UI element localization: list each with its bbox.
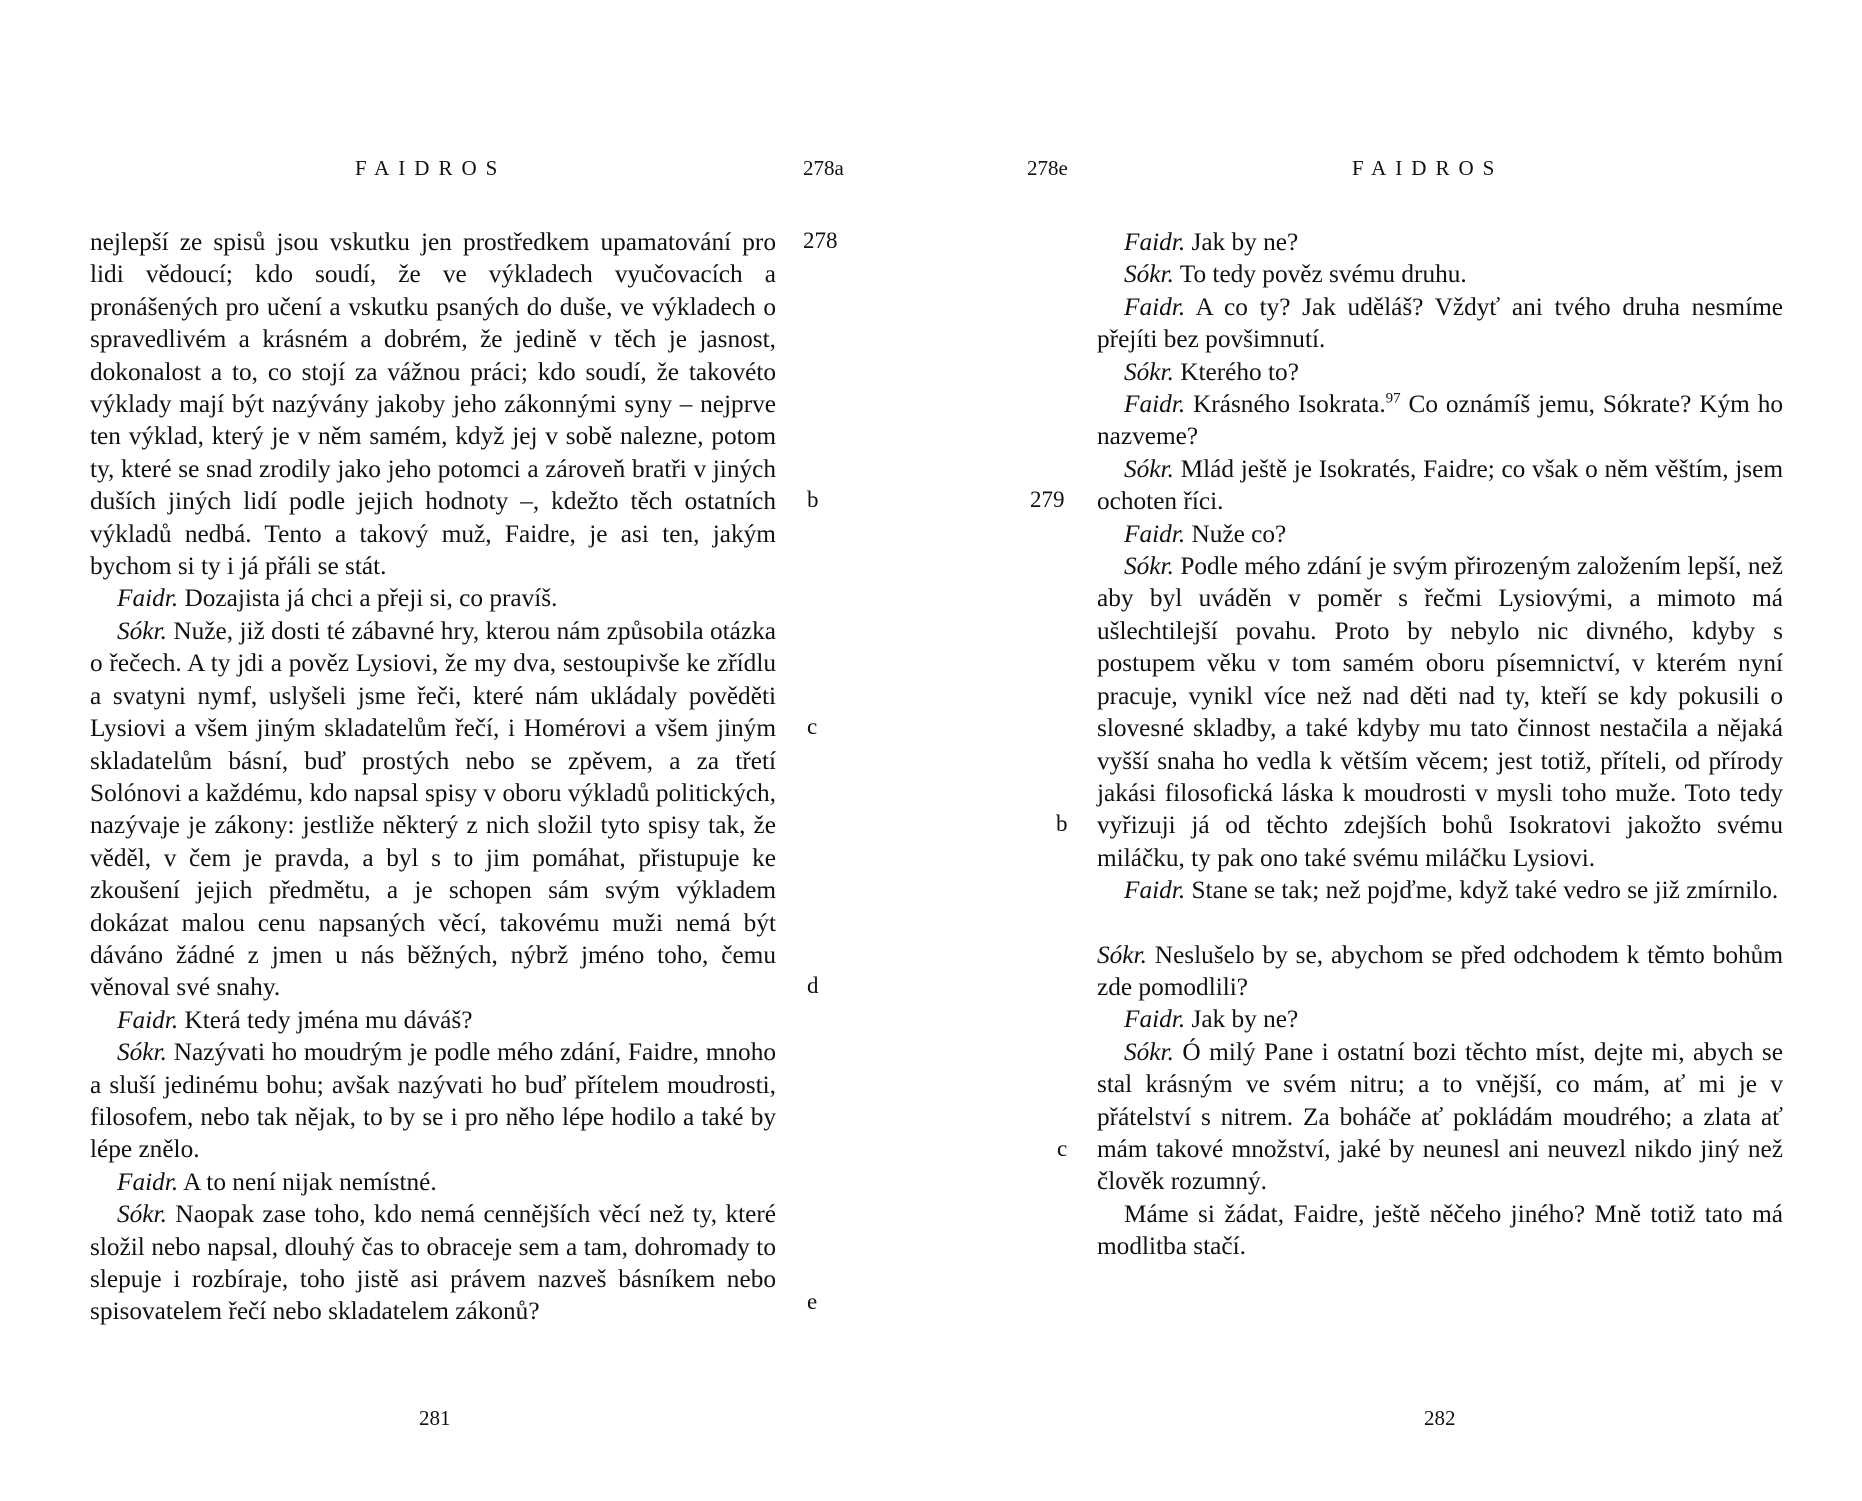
right-page bbox=[931, 0, 1862, 1501]
speaker-label: Sókr. bbox=[117, 1200, 167, 1229]
paragraph: Sókr. Ó milý Pane i ostatní bozi těchto míst, dejte mi, abych se stal krásným ve svém nitru; a to vnější, co mám, ať mi je v přátelství s nitrem. Za boháče ať pokládám moudrého; a zlata ať mám takové množství, jaké by neunesl ani neuvezl nikdo jiný než člověk rozumný. bbox=[1097, 1037, 1783, 1196]
right-page-text bbox=[1097, 226, 1783, 1263]
paragraph: Faidr. Krásného Isokrata.$^{97}$ Co oznámíš jemu, Sókrate? Kým ho nazveme? bbox=[1097, 390, 1783, 451]
running-head: FAIDROS bbox=[1352, 156, 1504, 180]
margin-marker: b bbox=[807, 487, 819, 512]
footnote-reference: 97 bbox=[1385, 390, 1401, 407]
speaker-label: Faidr. bbox=[117, 1167, 179, 1196]
speaker-label: Faidr. bbox=[1124, 292, 1186, 321]
paragraph: Sókr. To tedy pověz svému druhu. bbox=[1124, 260, 1467, 289]
paragraph: Faidr. Která tedy jména mu dáváš? bbox=[117, 1005, 473, 1034]
paragraph: Faidr. Nuže co? bbox=[1124, 519, 1287, 548]
margin-marker: c bbox=[1057, 1136, 1068, 1161]
stephanus-reference: 278a bbox=[803, 156, 844, 180]
paragraph: Faidr. Dozajista já chci a přeji si, co pravíš. bbox=[117, 584, 558, 613]
speaker-label: Faidr. bbox=[1124, 519, 1186, 548]
speaker-label: Faidr. bbox=[1124, 876, 1186, 905]
speaker-label: Faidr. bbox=[1124, 390, 1186, 419]
paragraph: Faidr. Jak by ne? bbox=[1124, 228, 1299, 256]
speaker-label: Sókr. bbox=[1124, 260, 1174, 289]
paragraph: Sókr. Kterého to? bbox=[1124, 357, 1299, 386]
speaker-label: Sókr. bbox=[1124, 357, 1174, 386]
paragraph: Faidr. Jak by ne? bbox=[1124, 1005, 1299, 1034]
margin-marker: 278 bbox=[803, 228, 838, 253]
margin-marker: c bbox=[807, 714, 818, 739]
speaker-label: Sókr. bbox=[1124, 1037, 1174, 1066]
paragraph: Faidr. A to není nijak nemístné. bbox=[117, 1167, 437, 1196]
page-number: 282 bbox=[1424, 1406, 1456, 1430]
speaker-label: Sókr. bbox=[117, 1038, 167, 1067]
paragraph: Sókr. Podle mého zdání je svým přirozeným založením lepší, než aby byl uváděn v poměr s řečmi Lysiovými, a mimoto má ušlechtilejší povahu. Proto by nebylo nic divného, kdyby s postupem věku v tom samém oboru písemnictví, v kterém nyní pracuje, vynikl více než nad děti nad ty, kteří se kdy pokusili o slovesné skladby, a také kdyby mu tato činnost nestačila a nějaká vyšší snaha ho vedla k větším věcem; jest totiž, příteli, od přírody jakási filosofická láska k moudrosti v mysli toho muže. Toto tedy vyřizuji já od těchto zdejších bohů Isokratovi jakožto svému miláčku, ty pak ono také svému miláčku Lysiovi. bbox=[1097, 552, 1784, 872]
speaker-label: Faidr. bbox=[1124, 228, 1186, 256]
paragraph: Máme si žádat, Faidre, ještě něčeho jiného? Mně totiž tato má modlitba stačí. bbox=[1097, 1199, 1783, 1261]
speaker-label: Faidr. bbox=[117, 1005, 179, 1034]
paragraph: Sókr. Neslušelo by se, abychom se před odchodem k těmto bohům zde pomodlili? bbox=[1097, 940, 1784, 1001]
speaker-label: Faidr. bbox=[1124, 1005, 1186, 1034]
margin-marker: b bbox=[1056, 811, 1068, 836]
page-number: 281 bbox=[419, 1406, 451, 1430]
paragraph: Sókr. Naopak zase toho, kdo nemá cennějších věcí než ty, které složil nebo napsal, dlouhý čas to obraceje sem a tam, dohromady to slepuje i rozbíraje, toho jistě asi právem nazveš básníkem nebo spisovatelem řečí nebo skladatelem zákonů? bbox=[90, 1200, 776, 1326]
speaker-label: Sókr. bbox=[117, 616, 167, 645]
paragraph: Faidr. A co ty? Jak uděláš? Vždyť ani tvého druha nesmíme přejíti bez povšimnutí. bbox=[1097, 292, 1783, 354]
speaker-label: Sókr. bbox=[1097, 940, 1147, 969]
paragraph: Sókr. Mlád ještě je Isokratés, Faidre; co však o něm věštím, jsem ochoten říci. bbox=[1097, 454, 1783, 516]
margin-marker: 279 bbox=[1030, 487, 1065, 512]
paragraph: Faidr. Stane se tak; než pojďme, když také vedro se již zmírnilo. bbox=[1124, 876, 1779, 905]
margin-marker: d bbox=[807, 973, 819, 998]
paragraph: Sókr. Nazývati ho moudrým je podle mého zdání, Faidre, mnoho a sluší jedinému bohu; avšak nazývati ho buď přítelem moudrosti, filosofem, nebo tak nějak, to by se i pro něho lépe hodilo a také by lépe znělo. bbox=[90, 1038, 776, 1164]
paragraph: nejlepší ze spisů jsou vskutku jen prostředkem upamatování pro lidi vědoucí; kdo soudí, že ve výkladech vyučovacích a pronášených pro učení a vskutku psaných do duše, ve výkladech o spravedlivém a krásném a dobrém, že jedině v těch je jasnost, dokonalost a to, co stojí za vážnou práci; kdo soudí, že takovéto výklady mají být nazývány jakoby jeho zákonnými syny – nejprve ten výklad, který je v něm samém, když jej v sobě nalezne, potom ty, které se snad zrodily jako jeho potomci a zároveň bratři v jiných duších jiných lidí podle jejich hodnoty –, kdežto těch ostatních výkladů nedbá. Tento a takový muž, Faidre, je asi ten, jakým bychom si ty i já přáli se stát. bbox=[90, 228, 776, 581]
speaker-label: Sókr. bbox=[1124, 552, 1174, 581]
stephanus-reference: 278e bbox=[1027, 156, 1068, 180]
speaker-label: Faidr. bbox=[117, 584, 179, 613]
speaker-label: Sókr. bbox=[1124, 454, 1174, 483]
left-page-text bbox=[90, 226, 776, 1328]
paragraph: Sókr. Nuže, již dosti té zábavné hry, kterou nám způsobila otázka o řečech. A ty jdi a pověz Lysiovi, že my dva, sestoupivše ke zřídlu a svatyni nymf, uslyšeli jsme řeči, které nám ukládaly pověděti Lysiovi a všem jiným skladatelům řečí, i Homérovi a všem jiným skladatelům básní, buď prostých nebo se zpěvem, a za třetí Solónovi a každému, kdo napsal spisy v oboru výkladů politických, nazývaje je zákony: jestliže některý z nich složil tyto spisy tak, že věděl, v čem je pravda, a byl s to jim pomáhat, přistupuje ke zkoušení jejich předmětu, a je schopen sám svým výkladem dokázat malou cenu napsaných věcí, takovému muži nemá být dáváno žádné z jmen u nás běžných, nýbrž jméno toho, čemu věnoval své snahy. bbox=[90, 616, 776, 1002]
running-head: FAIDROS bbox=[355, 156, 507, 180]
margin-marker: e bbox=[807, 1289, 818, 1314]
